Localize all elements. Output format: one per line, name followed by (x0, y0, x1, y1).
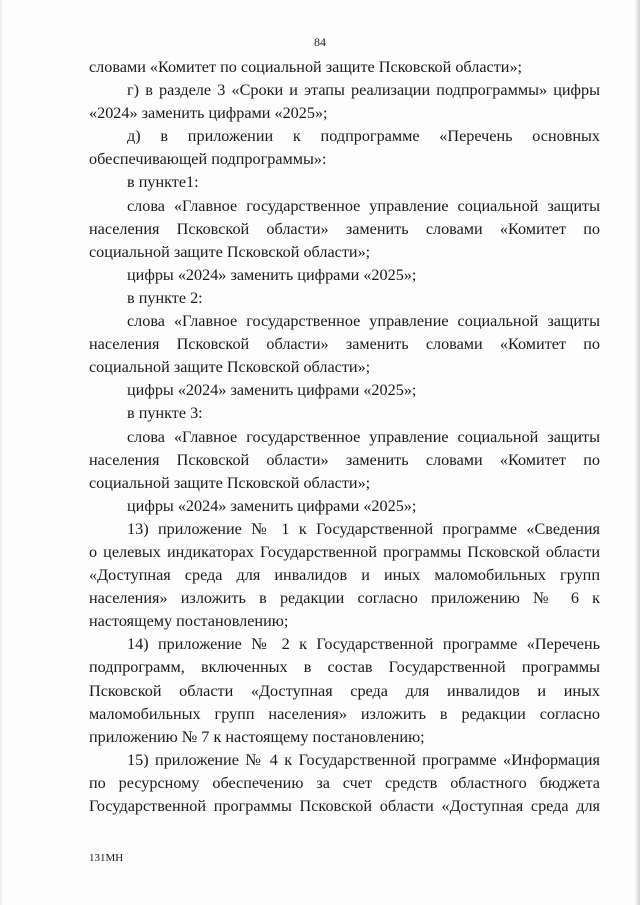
text-line: д) в приложении к подпрограмме «Перечень основных (127, 127, 600, 146)
text-line: населения Псковской области» заменить словами «Комитет по (89, 219, 600, 238)
text-line: социальной защите Псковской области»; (89, 358, 371, 377)
text-line: слова «Главное государственное управление социальной защиты (127, 196, 600, 215)
page-number: 84 (314, 35, 326, 49)
text-line: 15) приложение № 4 к Государственной программе «Информация (127, 750, 600, 769)
body-text (89, 56, 600, 818)
text-line: о целевых индикаторах Государственной программы Псковской области (89, 542, 600, 561)
text-line: населения Псковской области» заменить словами «Комитет по (89, 450, 600, 469)
scan-edge-right (634, 0, 640, 905)
text-line: Псковской области «Доступная среда для инвалидов и иных (89, 681, 600, 700)
text-line: подпрограмм, включенных в состав Государственной программы (89, 658, 600, 677)
text-line: в пункте 3: (127, 404, 203, 423)
text-line: по ресурсному обеспечению за счет средств областного бюджета (89, 773, 600, 792)
text-line: настоящему постановлению; (89, 612, 289, 631)
text-line: «2024» заменить цифрами «2025»; (89, 104, 328, 123)
text-line: социальной защите Псковской области»; (89, 242, 371, 261)
text-line: маломобильных групп населения» изложить в редакции согласно (89, 704, 600, 723)
text-line: в пункте1: (127, 173, 199, 192)
text-line: приложению № 7 к настоящему постановлению; (89, 727, 425, 746)
text-line: 14) приложение № 2 к Государственной программе «Перечень (127, 635, 600, 654)
scan-edge-left (0, 0, 3, 905)
text-line: цифры «2024» заменить цифрами «2025»; (127, 496, 417, 515)
text-line: населения Псковской области» заменить словами «Комитет по (89, 335, 600, 354)
text-line: г) в разделе 3 «Сроки и этапы реализации подпрограммы» цифры (127, 81, 600, 100)
text-line: словами «Комитет по социальной защите Псковской области»; (89, 58, 523, 76)
text-line: социальной защите Псковской области»; (89, 473, 371, 492)
text-line: цифры «2024» заменить цифрами «2025»; (127, 265, 417, 284)
text-line: «Доступная среда для инвалидов и иных маломобильных групп (89, 566, 600, 585)
text-line: Государственной программы Псковской области «Доступная среда для (89, 797, 600, 815)
text-line: цифры «2024» заменить цифрами «2025»; (127, 381, 417, 400)
text-line: обеспечивающей подпрограммы»: (89, 150, 327, 169)
text-line: в пункте 2: (127, 288, 203, 307)
document-code: 131МН (89, 852, 124, 864)
text-line: слова «Главное государственное управление социальной защиты (127, 427, 600, 446)
text-line: населения» изложить в редакции согласно приложению № 6 к (89, 589, 600, 608)
text-line: 13) приложение № 1 к Государственной программе «Сведения (127, 519, 600, 538)
text-line: слова «Главное государственное управление социальной защиты (127, 312, 600, 331)
